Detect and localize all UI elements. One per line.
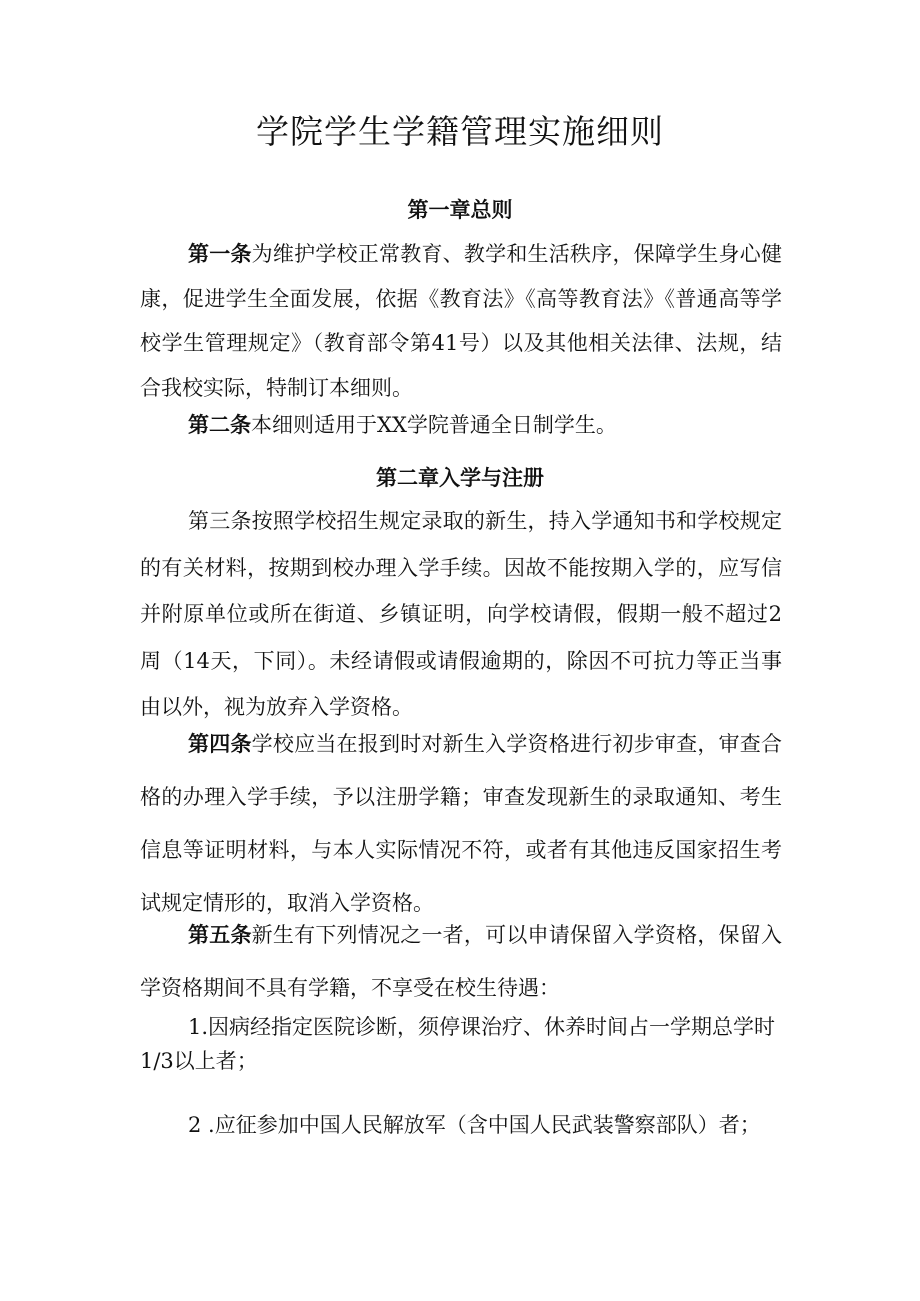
article-2-text: 本细则适用于XX学院普通全日制学生。 [251,413,617,437]
article-5 [140,909,782,1015]
article-5-text: 新生有下列情况之一者，可以申请保留入学资格，保留入学资格期间不具有学籍，不享受在校生待遇： [140,923,783,1000]
article-1 [140,232,782,410]
article-1-label: 第一条 [188,242,252,266]
list-item: 2 .应征参加中国人民解放军（含中国人民武装警察部队）者； [188,1113,761,1137]
article-4 [140,718,782,930]
article-3-text: 第三条按照学校招生规定录取的新生，持入学通知书和学校规定的有关材料，按期到校办理入学手续。因故不能按期入学的，应写信并附原单位或所在街道、乡镇证明，向学校请假，假期一般不超过2周（14天，下同）。未经请假或请假逾期的，除因不可抗力等正当事由以外，视为放弃入学资格。 [140,509,782,719]
article-2 [140,403,782,448]
article-5-label: 第五条 [188,923,252,947]
article-3 [140,498,782,731]
article-4-text: 学校应当在报到时对新生入学资格进行初步审查，审查合格的办理入学手续，予以注册学籍；审查发现新生的录取通知、考生信息等证明材料，与本人实际情况不符，或者有其他违反国家招生考试规定情形的，取消入学资格。 [140,732,783,915]
article-1-text: 为维护学校正常教育、教学和生活秩序，保障学生身心健康，促进学生全面发展，依据《教育法》《高等教育法》《普通高等学校学生管理规定》（教育部令第41号）以及其他相关法律、法规，结合我校实际，特制订本细则。 [140,242,783,400]
document-title: 学院学生学籍管理实施细则 [256,112,664,151]
list-item: 1.因病经指定医院诊断，须停课治疗、休养时间占一学期总学时1/3以上者； [140,1015,776,1073]
article-4-label: 第四条 [188,732,252,756]
chapter-heading-1: 第一章总则 [407,198,513,222]
article-2-label: 第二条 [188,413,251,437]
chapter-heading-2: 第二章入学与注册 [376,466,544,490]
